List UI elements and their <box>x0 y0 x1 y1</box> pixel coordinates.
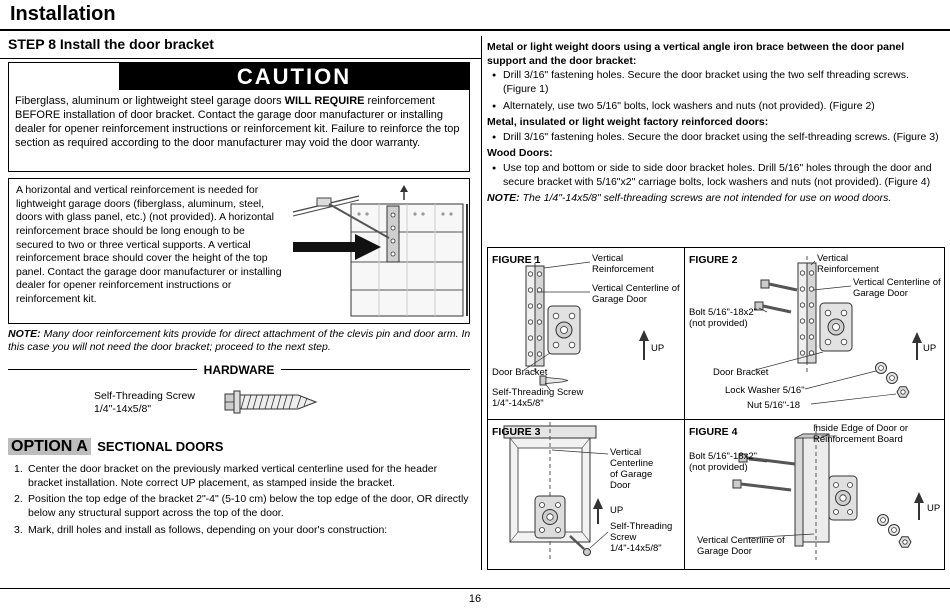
list-number: 2. <box>14 493 23 506</box>
title-rule <box>0 29 950 31</box>
bullet-text: Drill 3/16" fastening holes. Secure the door bracket using the self-threading screws. (Figure 3) <box>503 130 939 143</box>
fig1-label-screw-line2: 1/4"-14x5/8" <box>492 398 544 409</box>
option-a-steps <box>8 463 474 540</box>
bullet-text: Alternately, use two 5/16" bolts, lock washers and nuts (not provided). (Figure 2) <box>503 99 875 112</box>
list-item-2 <box>8 493 474 520</box>
fig3-label-vertical-centerline: Vertical Centerline of Garage Door <box>610 447 654 491</box>
caution-box <box>8 62 470 172</box>
list-item-1 <box>8 463 474 490</box>
list-number: 3. <box>14 523 23 536</box>
fig3-label-screw <box>610 522 676 555</box>
option-a-label: OPTION A <box>8 438 91 455</box>
figure-4 <box>685 420 944 569</box>
bullet-icon: ● <box>492 72 497 80</box>
page-title: Installation <box>10 3 116 25</box>
fig1-label-door-bracket: Door Bracket <box>492 367 548 378</box>
note-label: NOTE: <box>8 328 41 340</box>
step-heading: STEP 8 Install the door bracket <box>8 36 214 52</box>
caution-text-bold: WILL REQUIRE <box>284 95 365 107</box>
bullet-text: Use top and bottom or side to side door bracket holes. Drill 5/16" holes through the door and secure bracket with 5/16"x2" carriage bolts, lock washers and nuts (not provided). (Figure 4) <box>503 162 932 188</box>
page-number: 16 <box>468 593 482 605</box>
section-heading-metal-insulated: Metal, insulated or light weight factory reinforced doors: <box>487 116 769 129</box>
reinforcement-text: A horizontal and vertical reinforcement is needed for lightweight garage doors (fiberglass, aluminum, steel, doors with glass panel, etc.) (not provided). A horizontal reinforcement brace should be long enough to be secured to two or three vertical supports. A vertical reinforcement brace should cover the height of the top panel. Contact the garage door manufacturer or installing dealer for opener reinforcement instructions or reinforcement kit. <box>16 184 282 306</box>
fig2-label-vertical-centerline: Vertical Centerline of Garage Door <box>853 277 941 299</box>
note-text: Many door reinforcement kits provide for direct attachment of the clevis pin and door arm. In this case you will not need the door bracket; proceed to the next step. <box>8 328 471 354</box>
column-divider <box>481 36 482 570</box>
list-item-3 <box>8 524 474 538</box>
note-text: The 1/4"-14x5/8" self-threading screws are not intended for use on wood doors. <box>519 192 892 205</box>
fig2-label-door-bracket: Door Bracket <box>713 367 769 378</box>
screw-label-line1: Self-Threading Screw <box>94 390 195 402</box>
screw-label <box>94 390 195 416</box>
note-reinforcement-kits <box>8 328 472 354</box>
caution-text <box>9 90 469 150</box>
bullet-icon: ● <box>492 165 497 173</box>
figure-3-title: FIGURE 3 <box>492 426 541 438</box>
right-column <box>487 38 945 206</box>
caution-text-post: reinforcement BEFORE installation of door bracket. Contact the garage door manufacturer or installing dealer for opener reinforcement instructions or reinforcement kit. Failure to reinforce the top section as required according to the door manufacturer may void the door warranty. <box>15 95 460 150</box>
bullet-item <box>487 69 945 96</box>
footer-rule <box>0 588 950 589</box>
note-wood-doors <box>487 192 945 206</box>
fig2-label-nut: Nut 5/16"-18 <box>747 400 801 411</box>
list-text: Center the door bracket on the previously marked vertical centerline used for the header bracket installation. Note correct UP placement, as stamped inside the bracket. <box>28 463 438 489</box>
figure-4-title: FIGURE 4 <box>689 426 738 438</box>
fig2-label-up: UP <box>923 343 937 354</box>
option-a-heading <box>8 438 223 456</box>
figure-2-title: FIGURE 2 <box>689 254 738 266</box>
fig4-label-bolt: Bolt 5/16"-18x2" (not provided) <box>689 451 758 473</box>
hardware-divider <box>8 362 470 377</box>
figure-3 <box>488 420 685 569</box>
fig4-label-up: UP <box>927 503 941 514</box>
option-a-subtitle: SECTIONAL DOORS <box>97 439 224 454</box>
bullet-icon: ● <box>492 133 497 141</box>
bullet-item <box>487 162 945 189</box>
divider-line-left <box>8 369 197 370</box>
figure-1-title: FIGURE 1 <box>492 254 541 266</box>
fig1-label-vertical-centerline: Vertical Centerline of Garage Door <box>592 283 680 305</box>
fig2-label-vertical-reinforcement: Vertical Reinforcement <box>817 253 879 275</box>
note-label: NOTE: <box>487 192 520 205</box>
fig4-label-vertical-centerline: Vertical Centerline of Garage Door <box>697 535 785 557</box>
list-text: Mark, drill holes and install as follows, depending on your door's construction: <box>28 523 388 536</box>
list-text: Position the top edge of the bracket 2"-4" (5-10 cm) below the top edge of the door, OR directly below any structural support across the top of the door. <box>28 493 469 519</box>
fig3-label-screw-line2: 1/4"-14x5/8" <box>610 542 662 554</box>
figure-2-drawing <box>685 248 944 420</box>
step-heading-rule <box>0 58 481 59</box>
fig1-label-vertical-reinforcement: Vertical Reinforcement <box>592 253 654 275</box>
bullet-icon: ● <box>492 102 497 110</box>
fig1-label-up: UP <box>651 343 665 354</box>
fig3-label-up: UP <box>610 505 624 516</box>
reinforcement-box <box>8 178 470 324</box>
garage-door-illustration <box>289 179 469 323</box>
figure-1 <box>488 248 685 420</box>
self-threading-screw-icon <box>223 384 323 420</box>
fig4-label-inside-edge: Inside Edge of Door or Reinforcement Board <box>813 423 909 445</box>
fig3-label-screw-line1: Self-Threading Screw <box>610 521 673 543</box>
section-heading-metal-angle-iron: Metal or light weight doors using a vertical angle iron brace between the door panel support and the door bracket: <box>487 41 905 67</box>
bullet-item <box>487 131 945 145</box>
hardware-heading: HARDWARE <box>203 362 275 377</box>
fig1-label-screw-line1: Self-Threading Screw <box>492 387 584 398</box>
fig2-label-lock-washer: Lock Washer 5/16" <box>725 385 805 396</box>
list-number: 1. <box>14 463 23 475</box>
garage-door-drawing <box>289 182 471 322</box>
fig2-label-bolt: Bolt 5/16"-18x2" (not provided) <box>689 307 758 329</box>
figure-2 <box>685 248 944 420</box>
bullet-text: Drill 3/16" fastening holes. Secure the door bracket using the two self threading screws. (Figure 1) <box>503 69 909 95</box>
figures-grid <box>487 247 945 570</box>
hardware-item <box>8 382 470 434</box>
section-heading-wood-doors: Wood Doors: <box>487 147 553 160</box>
caution-text-pre: Fiberglass, aluminum or lightweight steel garage doors <box>15 95 285 107</box>
bullet-item <box>487 100 945 114</box>
divider-line-right <box>281 369 470 370</box>
caution-title: CAUTION <box>119 63 469 90</box>
screw-label-line2: 1/4"-14x5/8" <box>94 403 152 416</box>
